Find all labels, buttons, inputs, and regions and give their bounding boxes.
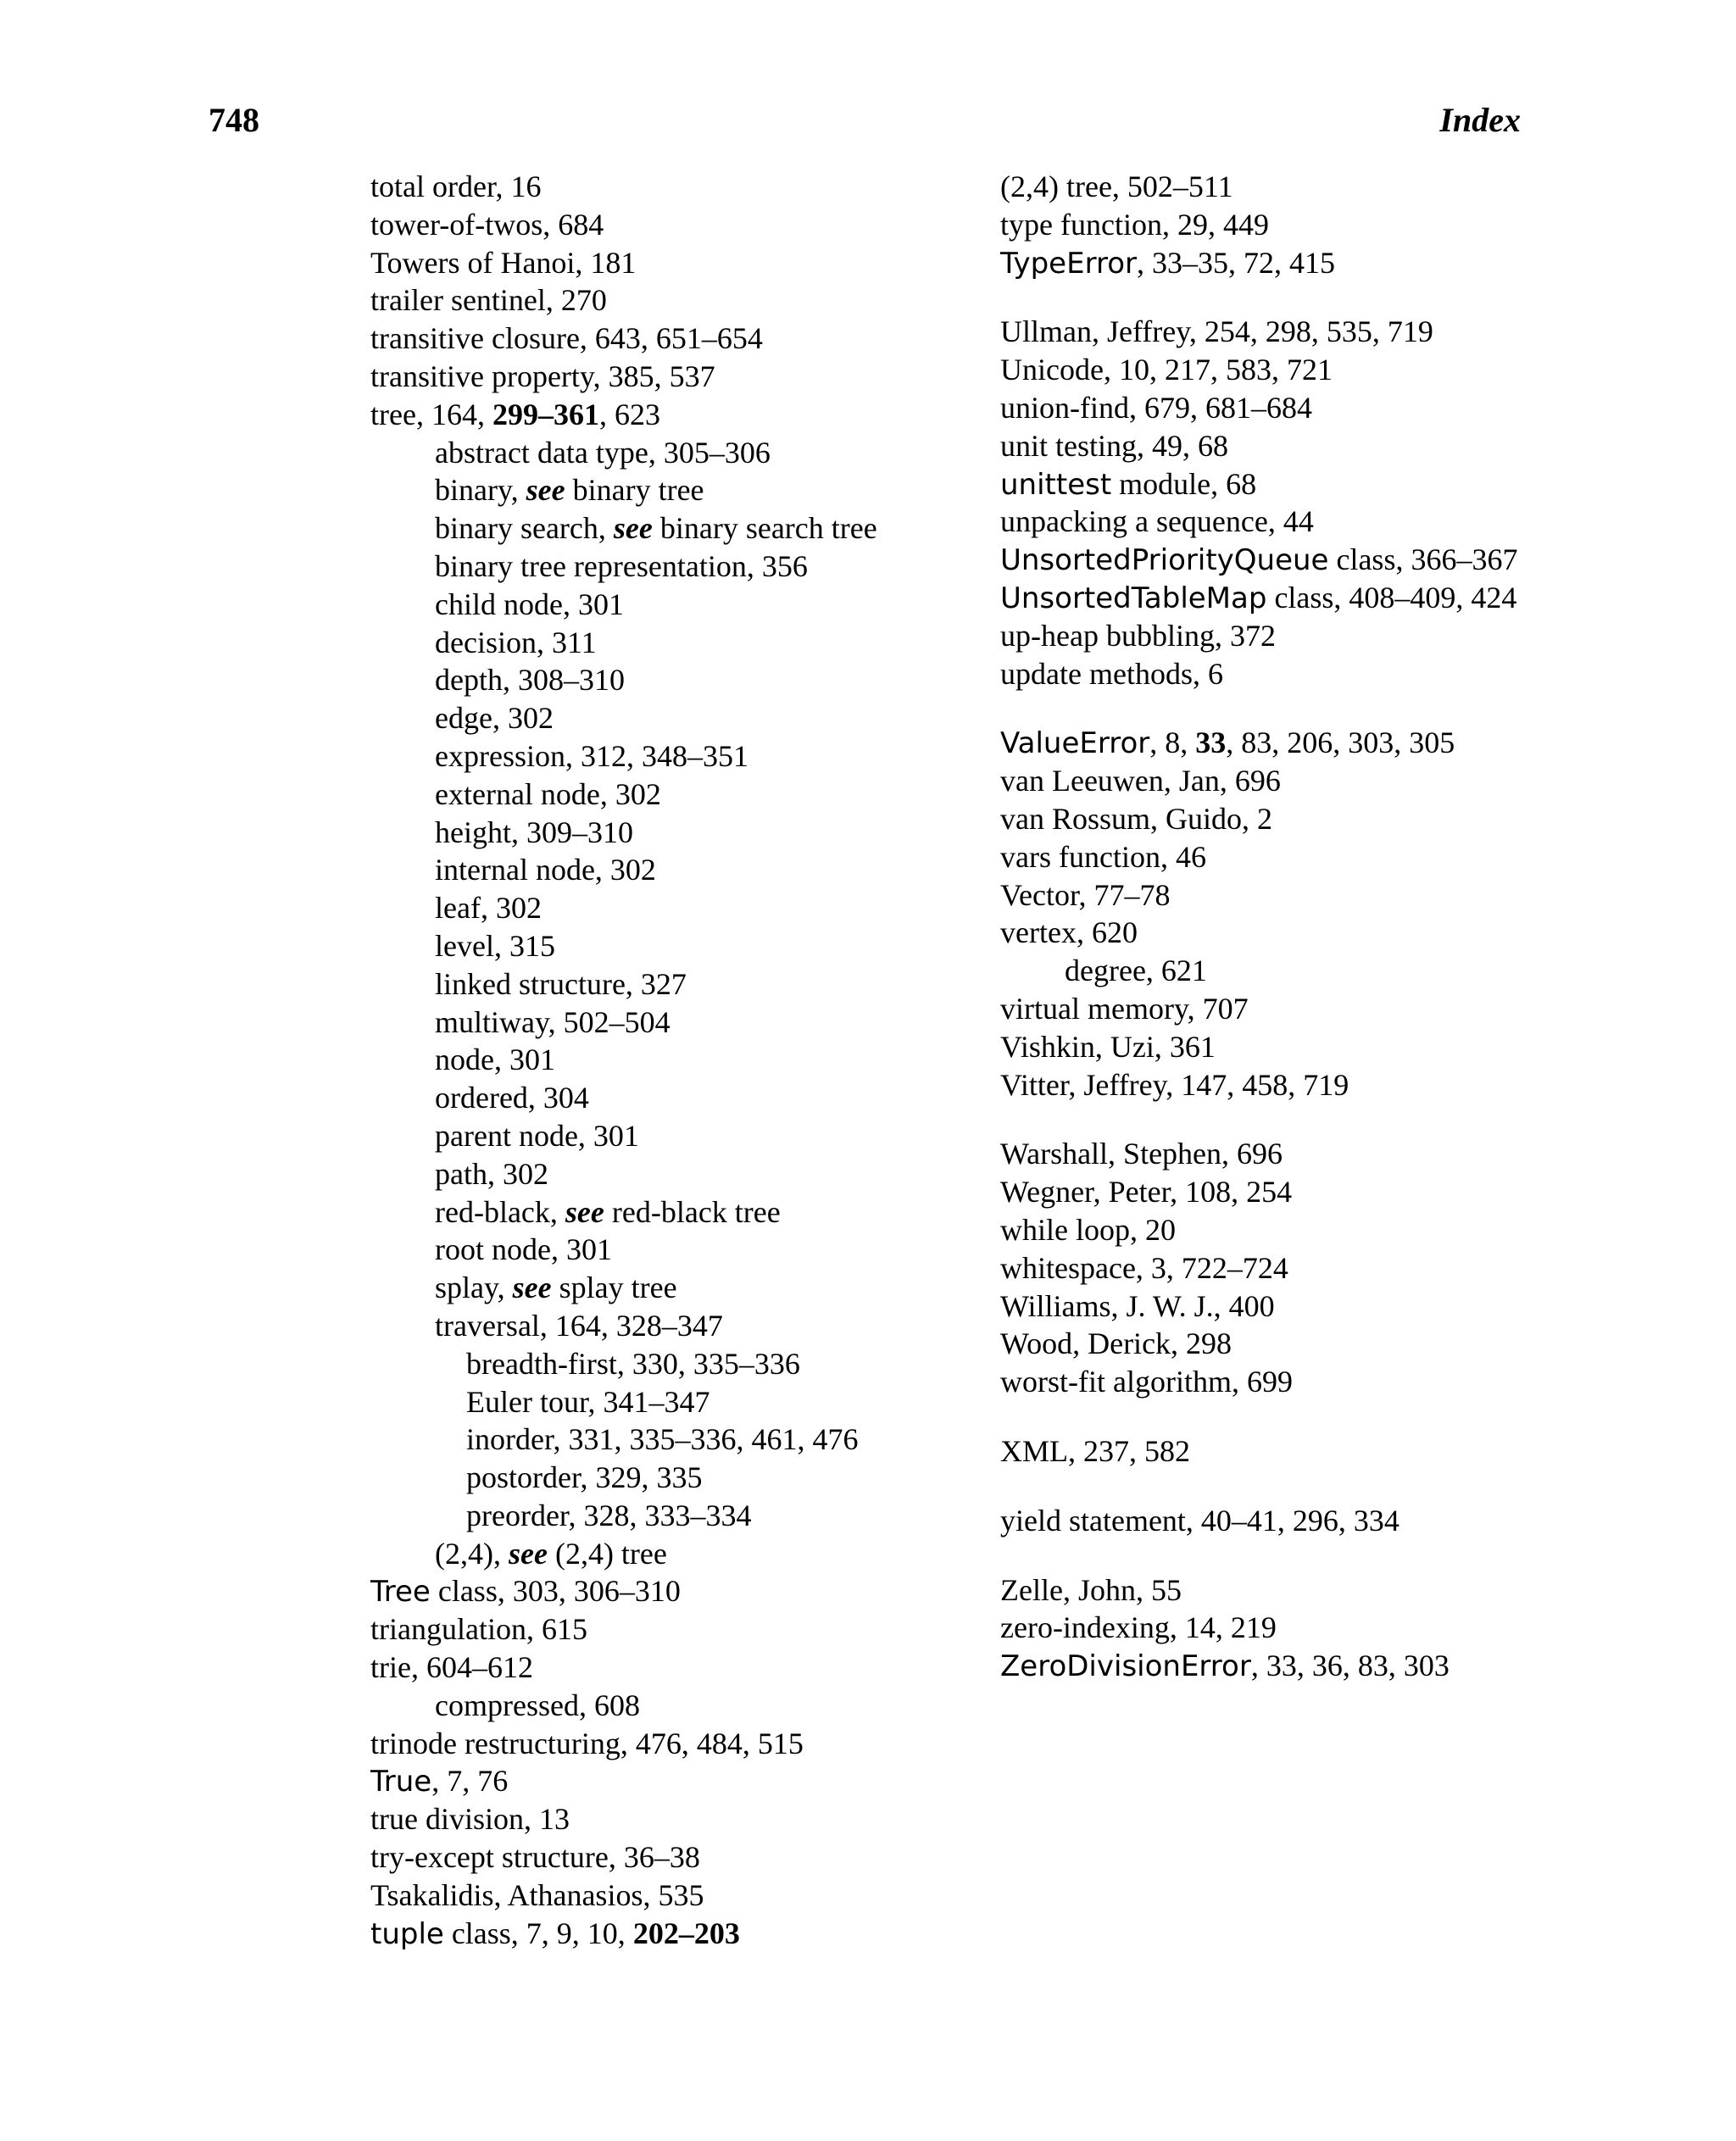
index-entry [1000, 1028, 1543, 1066]
entry-text: multiway, 502–504 [435, 1004, 670, 1039]
index-entry [370, 1572, 947, 1610]
entry-text: unit testing, 49, 68 [1000, 428, 1228, 463]
entry-text: splay tree [551, 1271, 677, 1305]
entry-text: , 7, 76 [431, 1764, 509, 1799]
entry-text: , 623 [598, 397, 660, 431]
primary-page-ref: 202–203 [632, 1916, 740, 1950]
entry-text: red-black tree [604, 1194, 781, 1229]
index-subentry [370, 1155, 947, 1193]
entry-text: trinode restructuring, 476, 484, 515 [370, 1726, 804, 1760]
entry-text: van Rossum, Guido, 2 [1000, 801, 1273, 836]
entry-text: external node, 302 [435, 776, 661, 811]
index-entry [1000, 800, 1543, 838]
index-subentry [370, 1193, 947, 1232]
index-subentry [370, 1459, 947, 1497]
entry-text: try-except structure, 36–38 [370, 1840, 700, 1875]
entry-text: worst-fit algorithm, 699 [1000, 1365, 1293, 1399]
index-entry [370, 1915, 947, 1953]
index-subentry [370, 1117, 947, 1155]
running-header [209, 100, 1521, 147]
code-term: ZeroDivisionError [1000, 1649, 1251, 1684]
index-entry [1000, 427, 1543, 465]
index-subentry [370, 1383, 947, 1421]
index-entry [1000, 655, 1543, 693]
index-entry [1000, 313, 1543, 351]
index-entry [1000, 838, 1543, 876]
entry-text: Vishkin, Uzi, 361 [1000, 1029, 1216, 1064]
index-entry [370, 358, 947, 396]
entry-text: Towers of Hanoi, 181 [370, 245, 637, 280]
see-reference: see [526, 473, 565, 508]
entry-text: union-find, 679, 681–684 [1000, 390, 1312, 425]
entry-text: Warshall, Stephen, 696 [1000, 1137, 1283, 1171]
letter-group-gap [1000, 1401, 1543, 1432]
index-entry [1000, 1287, 1543, 1326]
entry-text: transitive closure, 643, 651–654 [370, 321, 763, 356]
entry-text: XML, 237, 582 [1000, 1433, 1190, 1468]
index-entry [1000, 244, 1543, 282]
entry-text: binary search tree [652, 511, 877, 546]
letter-group-gap [1000, 692, 1543, 724]
primary-page-ref: 299–361 [492, 397, 599, 431]
letter-group-gap [1000, 1471, 1543, 1502]
running-head-title: Index [1439, 101, 1521, 139]
code-term: UnsortedTableMap [1000, 581, 1267, 615]
index-entry [1000, 541, 1543, 579]
entry-text: total order, 16 [370, 170, 542, 203]
entry-text: class, 366–367 [1328, 542, 1518, 577]
entry-text: splay, [435, 1271, 513, 1305]
index-subentry [370, 1687, 947, 1725]
index-entry [1000, 1173, 1543, 1211]
index-subentry [370, 965, 947, 1004]
index-entry [370, 1762, 947, 1800]
entry-text: red-black, [435, 1194, 565, 1229]
index-subentry [370, 434, 947, 472]
entry-text: path, 302 [435, 1156, 548, 1191]
entry-text: , 33, 36, 83, 303 [1250, 1649, 1449, 1683]
index-entry [1000, 1647, 1543, 1685]
index-subentry [370, 661, 947, 699]
code-term: Tree [370, 1575, 431, 1610]
index-subentry [370, 814, 947, 852]
index-subentry [370, 1497, 947, 1535]
index-subentry [370, 851, 947, 889]
entry-text: decision, 311 [435, 625, 597, 659]
entry-text: depth, 308–310 [435, 663, 625, 698]
index-entry [1000, 1066, 1543, 1104]
entry-text: level, 315 [435, 928, 555, 963]
entry-text: update methods, 6 [1000, 656, 1223, 691]
entry-text: Wood, Derick, 298 [1000, 1326, 1232, 1361]
entry-text: module, 68 [1111, 466, 1257, 501]
entry-text: Vitter, Jeffrey, 147, 458, 719 [1000, 1067, 1349, 1102]
entry-text: internal node, 302 [435, 853, 656, 887]
entry-text: zero-indexing, 14, 219 [1000, 1610, 1277, 1645]
entry-text: degree, 621 [1065, 954, 1207, 988]
index-entry [370, 1877, 947, 1915]
index-entry [370, 1800, 947, 1838]
primary-page-ref: 33 [1195, 726, 1227, 760]
index-entry [370, 1838, 947, 1877]
index-subentry [370, 1231, 947, 1269]
index-subentry [370, 1079, 947, 1117]
entry-text: linked structure, 327 [435, 966, 687, 1001]
entry-text: expression, 312, 348–351 [435, 738, 748, 773]
entry-text: , 83, 206, 303, 305 [1226, 726, 1455, 760]
index-subentry [370, 624, 947, 662]
entry-text: while loop, 20 [1000, 1212, 1176, 1247]
entry-text: binary tree [565, 473, 704, 508]
index-column-right [1000, 168, 1543, 1685]
entry-text: binary tree representation, 356 [435, 548, 808, 583]
entry-text: type function, 29, 449 [1000, 207, 1269, 242]
entry-text: transitive property, 385, 537 [370, 359, 715, 393]
letter-group-gap [1000, 1104, 1543, 1135]
entry-text: trie, 604–612 [370, 1650, 533, 1685]
entry-text: , 33–35, 72, 415 [1136, 245, 1335, 280]
entry-text: triangulation, 615 [370, 1612, 587, 1647]
entry-text: traversal, 164, 328–347 [435, 1308, 723, 1343]
see-reference: see [508, 1536, 548, 1571]
see-reference: see [565, 1194, 604, 1229]
entry-text: ordered, 304 [435, 1081, 589, 1115]
index-entry [370, 320, 947, 358]
entry-text: Euler tour, 341–347 [466, 1384, 710, 1419]
index-entry [1000, 1211, 1543, 1249]
entry-text: leaf, 302 [435, 891, 542, 926]
index-entry [1000, 1249, 1543, 1287]
index-subentry [370, 1004, 947, 1042]
index-entry [1000, 1432, 1543, 1471]
code-term: TypeError [1000, 246, 1137, 281]
entry-text: unpacking a sequence, 44 [1000, 504, 1314, 539]
index-subentry [370, 699, 947, 737]
entry-text: class, 303, 306–310 [430, 1574, 681, 1609]
index-entry [1000, 1135, 1543, 1173]
letter-group-gap [1000, 1540, 1543, 1571]
entry-text: tower-of-twos, 684 [370, 207, 604, 242]
index-subentry [370, 1307, 947, 1345]
index-entry [1000, 503, 1543, 541]
letter-group-gap [1000, 281, 1543, 313]
index-entry [1000, 465, 1543, 503]
entry-text: node, 301 [435, 1043, 555, 1077]
index-entry [1000, 579, 1543, 617]
index-subentry [370, 1345, 947, 1383]
entry-text: preorder, 328, 333–334 [466, 1498, 752, 1532]
entry-text: yield statement, 40–41, 296, 334 [1000, 1503, 1399, 1538]
entry-text: edge, 302 [435, 701, 554, 736]
see-reference: see [613, 511, 653, 546]
index-entry [370, 396, 947, 434]
entry-text: van Leeuwen, Jan, 696 [1000, 764, 1281, 798]
page-number: 748 [209, 101, 259, 139]
index-subentry [370, 737, 947, 776]
entry-text: vertex, 620 [1000, 915, 1138, 950]
index-subentry [370, 548, 947, 586]
entry-text: vars function, 46 [1000, 839, 1206, 874]
entry-text: abstract data type, 305–306 [435, 435, 771, 470]
index-subentry [370, 1535, 947, 1573]
index-subentry [370, 471, 947, 509]
see-reference: see [512, 1271, 552, 1305]
entry-text: inorder, 331, 335–336, 461, 476 [466, 1422, 859, 1457]
index-entry [1000, 762, 1543, 800]
index-entry [370, 206, 947, 244]
entry-text: class, 408–409, 424 [1266, 580, 1517, 614]
entry-text: true division, 13 [370, 1802, 570, 1837]
entry-text: (2,4) tree [547, 1536, 667, 1571]
entry-text: height, 309–310 [435, 815, 633, 849]
entry-text: binary search, [435, 511, 614, 546]
entry-text: whitespace, 3, 722–724 [1000, 1250, 1288, 1285]
index-entry [1000, 168, 1543, 206]
index-entry [370, 281, 947, 320]
index-entry [1000, 724, 1543, 762]
index-entry [1000, 1571, 1543, 1610]
index-subentry [370, 509, 947, 548]
index-subentry [370, 927, 947, 965]
code-term: UnsortedPriorityQueue [1000, 543, 1329, 578]
index-entry [370, 1649, 947, 1687]
code-term: unittest [1000, 467, 1112, 502]
entry-text: breadth-first, 330, 335–336 [466, 1346, 800, 1381]
entry-text: class, 7, 9, 10, [443, 1916, 633, 1950]
index-entry [1000, 206, 1543, 244]
entry-text: (2,4), [435, 1536, 509, 1571]
index-entry [1000, 617, 1543, 655]
index-entry [1000, 1363, 1543, 1401]
index-entry [370, 168, 947, 206]
entry-text: , 8, [1149, 726, 1196, 760]
index-entry [1000, 876, 1543, 915]
index-entry [1000, 351, 1543, 389]
entry-text: Zelle, John, 55 [1000, 1572, 1182, 1607]
entry-text: tree, 164, [370, 397, 492, 431]
entry-text: Tsakalidis, Athanasios, 535 [370, 1877, 704, 1912]
index-entry [1000, 990, 1543, 1028]
index-entry [370, 244, 947, 282]
entry-text: (2,4) tree, 502–511 [1000, 170, 1233, 203]
entry-text: compressed, 608 [435, 1688, 640, 1722]
index-entry [1000, 1325, 1543, 1363]
entry-text: parent node, 301 [435, 1118, 639, 1153]
index-subentry [370, 1421, 947, 1459]
index-column-left [370, 168, 947, 1952]
entry-text: up-heap bubbling, 372 [1000, 618, 1276, 653]
index-entry [370, 1725, 947, 1763]
index-subentry [1000, 952, 1543, 990]
index-subentry [370, 586, 947, 624]
code-term: ValueError [1000, 726, 1150, 761]
entry-text: Ullman, Jeffrey, 254, 298, 535, 719 [1000, 314, 1433, 349]
code-term: True [370, 1765, 432, 1799]
code-term: tuple [370, 1916, 444, 1951]
index-entry [1000, 1502, 1543, 1540]
index-subentry [370, 1041, 947, 1079]
entry-text: Wegner, Peter, 108, 254 [1000, 1175, 1293, 1210]
index-entry [1000, 389, 1543, 427]
entry-text: Vector, 77–78 [1000, 877, 1171, 912]
entry-text: virtual memory, 707 [1000, 991, 1249, 1026]
index-subentry [370, 1269, 947, 1307]
entry-text: child node, 301 [435, 587, 624, 621]
entry-text: root node, 301 [435, 1232, 612, 1267]
index-entry [370, 1610, 947, 1649]
index-entry [1000, 1609, 1543, 1647]
index-entry [1000, 914, 1543, 952]
entry-text: Williams, J. W. J., 400 [1000, 1288, 1275, 1323]
entry-text: trailer sentinel, 270 [370, 283, 607, 318]
entry-text: Unicode, 10, 217, 583, 721 [1000, 353, 1333, 387]
entry-text: binary, [435, 473, 526, 508]
entry-text: postorder, 329, 335 [466, 1460, 703, 1495]
index-subentry [370, 889, 947, 927]
index-subentry [370, 776, 947, 814]
